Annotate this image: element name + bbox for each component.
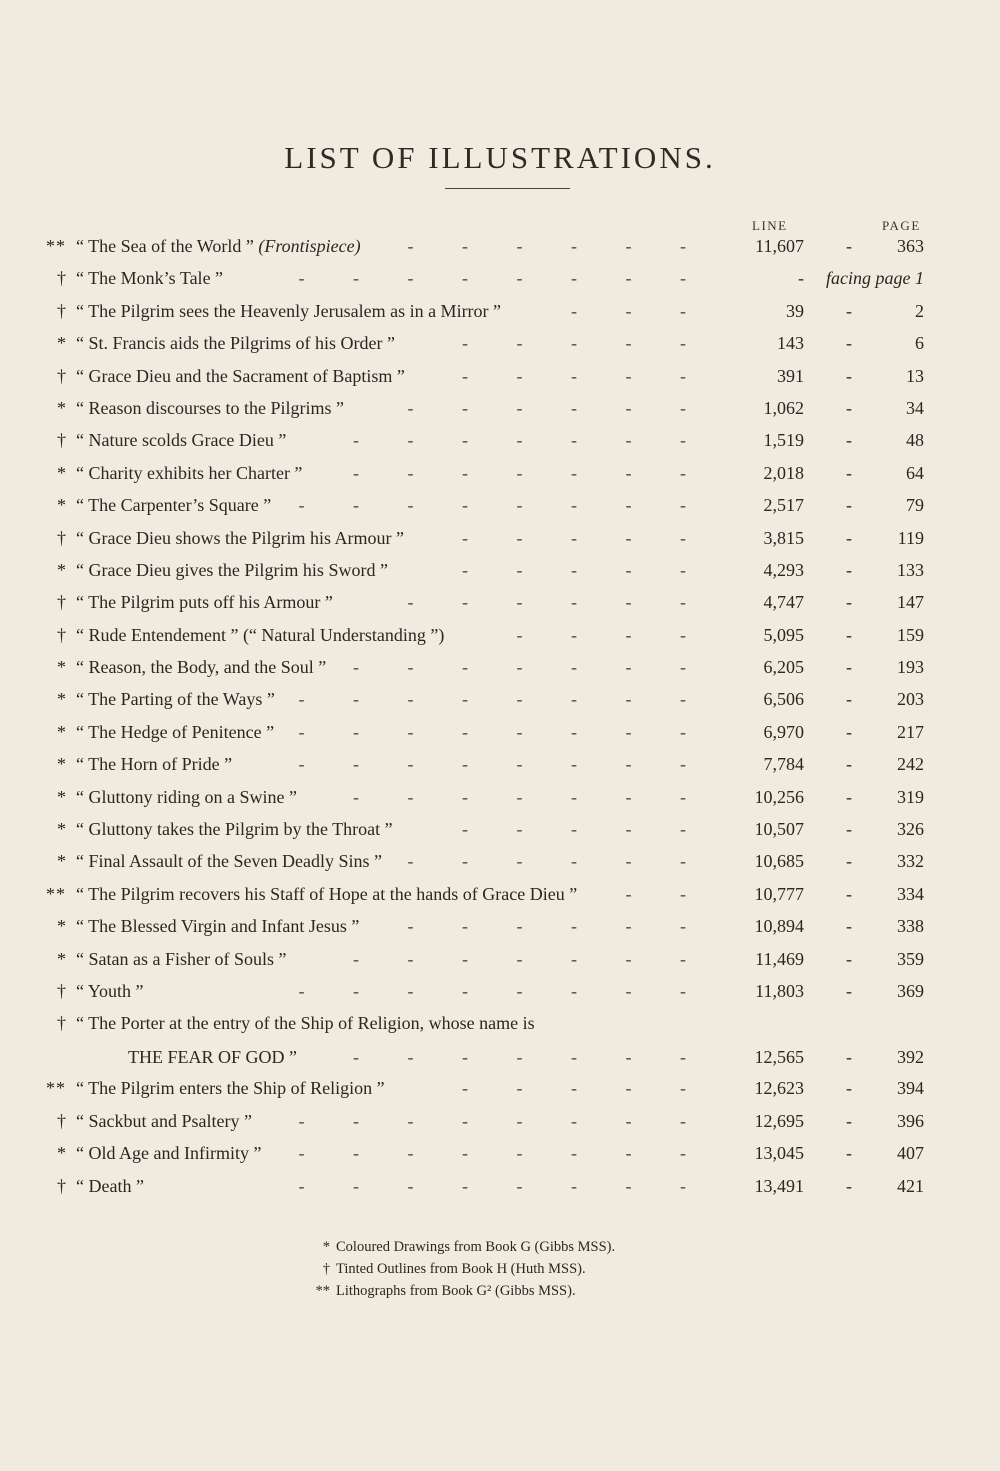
entry-title: “ Charity exhibits her Charter ”	[76, 462, 303, 483]
entry-page: 13	[906, 365, 924, 386]
entry-mark: †	[57, 1110, 66, 1131]
entry-mark: **	[46, 236, 66, 256]
list-item	[0, 1005, 1000, 1070]
entry-mark: *	[57, 721, 66, 742]
entry-line: 10,777	[754, 883, 804, 904]
list-item	[0, 358, 1000, 390]
list-item	[0, 1168, 1000, 1200]
entry-line: 6,205	[763, 657, 804, 678]
entry-title: “ Old Age and Infirmity ”	[76, 1143, 262, 1164]
leader-dashes: - - - - -	[462, 559, 708, 580]
list-item	[0, 455, 1000, 487]
entry-line: 1,519	[763, 430, 804, 451]
entry-mark: **	[46, 883, 66, 904]
entry-line: 4,747	[763, 592, 804, 613]
entry-line: 11,607	[755, 236, 804, 256]
list-item	[0, 422, 1000, 454]
entry-line: 10,685	[754, 851, 804, 872]
footnote-mark: **	[315, 1283, 330, 1299]
entry-separator: -	[846, 916, 852, 937]
entry-separator: -	[846, 721, 852, 742]
entry-mark: †	[57, 268, 66, 289]
entry-title-continued: THE FEAR OF GOD ”	[128, 1047, 297, 1068]
entry-line: 4,293	[763, 559, 804, 580]
entry-title: “ The Pilgrim sees the Heavenly Jerusalem as in a Mirror ”	[76, 300, 502, 321]
entry-line: 39	[786, 300, 804, 321]
entry-page: 48	[906, 430, 924, 451]
list-item	[0, 714, 1000, 746]
entry-page: 159	[897, 624, 924, 645]
leader-dashes: - - - - - -	[407, 236, 708, 256]
entry-page: 203	[897, 689, 924, 710]
entry-line: 13,045	[754, 1143, 804, 1164]
list-item	[0, 390, 1000, 422]
list-item	[0, 584, 1000, 616]
leader-dashes: - - - - - - - -	[298, 721, 708, 742]
entry-title: “ Sackbut and Psaltery ”	[76, 1110, 252, 1131]
leader-dashes: - - - - -	[462, 527, 708, 548]
entry-title: “ Reason, the Body, and the Soul ”	[76, 657, 327, 678]
entry-title: “ The Blessed Virgin and Infant Jesus ”	[76, 916, 360, 937]
entry-title: “ St. Francis aids the Pilgrims of his Order ”	[76, 333, 395, 354]
entry-title: “ The Horn of Pride ”	[76, 754, 233, 775]
entry-page: 79	[906, 495, 924, 516]
list-item	[0, 617, 1000, 649]
entry-mark: *	[57, 851, 66, 872]
entry-line: -	[798, 268, 804, 289]
entry-separator: -	[846, 980, 852, 1001]
list-item	[0, 260, 1000, 292]
entry-page: 242	[897, 754, 924, 775]
entry-page: 64	[906, 462, 924, 483]
entry-title: “ Grace Dieu gives the Pilgrim his Sword ”	[76, 559, 388, 580]
entry-page: 396	[897, 1110, 924, 1131]
entry-mark: *	[57, 689, 66, 710]
footnote	[0, 1236, 1000, 1258]
list-item	[0, 552, 1000, 584]
entry-title: “ Death ”	[76, 1175, 144, 1196]
list-item	[0, 325, 1000, 357]
leader-dashes: - - - - - -	[407, 397, 708, 418]
list-item	[0, 293, 1000, 325]
entry-separator: -	[846, 495, 852, 516]
entry-separator: -	[846, 527, 852, 548]
leader-dashes: - - - - - -	[407, 592, 708, 613]
leader-dashes: - - - - - -	[407, 916, 708, 937]
entry-separator: -	[846, 624, 852, 645]
leader-dashes: - - - - -	[462, 819, 708, 840]
entry-title: “ The Hedge of Penitence ”	[76, 721, 275, 742]
entry-mark: *	[57, 397, 66, 418]
entry-separator: -	[846, 430, 852, 451]
entry-mark: †	[57, 365, 66, 386]
footnote-text: Lithographs from Book G² (Gibbs MSS).	[336, 1283, 576, 1299]
entry-separator: -	[846, 689, 852, 710]
leader-dashes: - -	[625, 883, 708, 904]
entry-separator: -	[846, 754, 852, 775]
entry-line: 6,506	[763, 689, 804, 710]
leader-dashes: - - - - - - -	[353, 1047, 708, 1068]
entry-separator: -	[846, 1078, 852, 1099]
entry-title-note: (Frontispiece)	[258, 236, 361, 256]
list-item	[0, 746, 1000, 778]
entry-page: 34	[906, 397, 924, 418]
page-title: LIST OF ILLUSTRATIONS.	[284, 140, 716, 175]
entry-mark: *	[57, 754, 66, 775]
list-item	[0, 1103, 1000, 1135]
entry-mark: †	[57, 624, 66, 645]
entry-page: 217	[897, 721, 924, 742]
footnote	[0, 1258, 1000, 1280]
entry-mark: †	[57, 980, 66, 1001]
entry-title: “ Final Assault of the Seven Deadly Sins ”	[76, 851, 382, 872]
entry-page: 133	[897, 559, 924, 580]
list-item	[0, 941, 1000, 973]
illustrations-list	[0, 228, 1000, 1200]
entry-title: “ The Pilgrim enters the Ship of Religion ”	[76, 1078, 385, 1099]
entry-mark: †	[57, 1175, 66, 1196]
entry-separator: -	[846, 657, 852, 678]
entry-mark: *	[57, 948, 66, 969]
list-item	[0, 649, 1000, 681]
leader-dashes: - - - - - - - -	[298, 1143, 708, 1164]
entry-page: 363	[897, 236, 924, 256]
leader-dashes: - - - - -	[462, 365, 708, 386]
entry-separator: -	[846, 1110, 852, 1131]
leader-dashes: - - - -	[516, 624, 708, 645]
entry-separator: -	[846, 236, 852, 256]
entry-mark: †	[57, 300, 66, 321]
entry-separator: -	[846, 397, 852, 418]
entry-line: 5,095	[763, 624, 804, 645]
entry-separator: -	[846, 592, 852, 613]
footnote-text: Coloured Drawings from Book G (Gibbs MSS).	[336, 1239, 616, 1255]
entry-title: “ Grace Dieu and the Sacrament of Baptism ”	[76, 365, 405, 386]
entry-page: 359	[897, 948, 924, 969]
list-item	[0, 487, 1000, 519]
entry-title: “ Reason discourses to the Pilgrims ”	[76, 397, 344, 418]
list-item	[0, 1135, 1000, 1167]
entry-mark: *	[57, 819, 66, 840]
entry-title: “ Gluttony takes the Pilgrim by the Throat ”	[76, 819, 393, 840]
entry-page: 319	[897, 786, 924, 807]
list-item	[0, 520, 1000, 552]
entry-line: 2,517	[763, 495, 804, 516]
list-item	[0, 681, 1000, 713]
entry-separator: -	[846, 365, 852, 386]
entry-page: 147	[897, 592, 924, 613]
footnote-mark: *	[322, 1239, 330, 1255]
leader-dashes: - - - - -	[462, 1078, 708, 1099]
entry-title: “ The Porter at the entry of the Ship of Religion, whose name is	[76, 1013, 535, 1034]
list-item	[0, 228, 1000, 260]
entry-mark: *	[57, 786, 66, 807]
entry-mark: *	[57, 657, 66, 678]
entry-page: 334	[897, 883, 924, 904]
entry-page: 394	[897, 1078, 924, 1099]
entry-line: 391	[777, 365, 804, 386]
entry-separator: -	[846, 851, 852, 872]
entry-page: 332	[897, 851, 924, 872]
entry-line: 12,695	[754, 1110, 804, 1131]
list-item	[0, 779, 1000, 811]
entry-separator: -	[846, 1047, 852, 1068]
entry-line: 11,469	[755, 948, 804, 969]
line-column-header: LINE	[752, 218, 788, 233]
leader-dashes: - - - - - - -	[353, 786, 708, 807]
entry-line: 10,507	[754, 819, 804, 840]
footnote-mark: †	[322, 1261, 330, 1277]
entry-page: 193	[897, 657, 924, 678]
entry-mark: *	[57, 333, 66, 354]
entry-title: “ The Parting of the Ways ”	[76, 689, 275, 710]
entry-title: “ Nature scolds Grace Dieu ”	[76, 430, 287, 451]
entry-mark: **	[46, 1078, 66, 1099]
leader-dashes: - - - - - -	[407, 851, 708, 872]
leader-dashes: - - - - - - - -	[298, 689, 708, 710]
entry-separator: -	[846, 1143, 852, 1164]
entry-line: 11,803	[755, 980, 804, 1001]
entry-line: 6,970	[763, 721, 804, 742]
entry-title: “ Youth ”	[76, 980, 144, 1001]
list-item	[0, 908, 1000, 940]
entry-line: 3,815	[763, 527, 804, 548]
entry-page: 369	[897, 980, 924, 1001]
entry-title: “ The Carpenter’s Square ”	[76, 495, 272, 516]
leader-dashes: - - -	[571, 300, 708, 321]
leader-dashes: - - - - - - - -	[298, 268, 708, 289]
leader-dashes: - - - - - - - -	[298, 1110, 708, 1131]
entry-title: “ Satan as a Fisher of Souls ”	[76, 948, 287, 969]
entry-separator: -	[846, 300, 852, 321]
entry-title: “ Gluttony riding on a Swine ”	[76, 786, 297, 807]
footnote	[0, 1280, 1000, 1302]
leader-dashes: - - - - - - -	[353, 430, 708, 451]
entry-line: 10,894	[754, 916, 804, 937]
list-item	[0, 876, 1000, 908]
leader-dashes: - - - - - - -	[353, 462, 708, 483]
list-item	[0, 1070, 1000, 1102]
title-rule	[445, 188, 570, 189]
entry-page: 421	[897, 1175, 924, 1196]
list-item	[0, 811, 1000, 843]
entry-page: 407	[897, 1143, 924, 1164]
leader-dashes: - - - - - - -	[353, 948, 708, 969]
entry-facing-page: facing page 1	[826, 268, 924, 289]
footnote-text: Tinted Outlines from Book H (Huth MSS).	[336, 1261, 586, 1277]
entry-separator: -	[846, 462, 852, 483]
leader-dashes: - - - - -	[462, 333, 708, 354]
entry-separator: -	[846, 819, 852, 840]
entry-line: 12,623	[754, 1078, 804, 1099]
entry-line: 2,018	[763, 462, 804, 483]
entry-page: 119	[897, 527, 924, 548]
entry-page: 326	[897, 819, 924, 840]
entry-title: “ Grace Dieu shows the Pilgrim his Armour ”	[76, 527, 404, 548]
leader-dashes: - - - - - - - -	[298, 980, 708, 1001]
entry-title: “ The Monk’s Tale ”	[76, 268, 224, 289]
entry-page: 6	[915, 333, 924, 354]
entry-mark: †	[57, 430, 66, 451]
entry-mark: *	[57, 462, 66, 483]
entry-title: “ The Pilgrim recovers his Staff of Hope at the hands of Grace Dieu ”	[76, 883, 578, 904]
leader-dashes: - - - - - - - -	[298, 1175, 708, 1196]
entry-line: 12,565	[754, 1047, 804, 1068]
entry-mark: *	[57, 916, 66, 937]
entry-separator: -	[846, 333, 852, 354]
entry-page: 2	[915, 300, 924, 321]
entry-line: 13,491	[754, 1175, 804, 1196]
entry-mark: *	[57, 495, 66, 516]
entry-mark: †	[57, 527, 66, 548]
entry-line: 7,784	[763, 754, 804, 775]
entry-mark: †	[57, 1013, 66, 1034]
entry-title: “ The Sea of the World ” (Frontispiece)	[76, 236, 361, 256]
entry-separator: -	[846, 786, 852, 807]
entry-title: “ Rude Entendement ” (“ Natural Understanding ”)	[76, 624, 445, 645]
entry-separator: -	[846, 883, 852, 904]
entry-separator: -	[846, 559, 852, 580]
entry-mark: *	[57, 559, 66, 580]
leader-dashes: - - - - - - - -	[298, 495, 708, 516]
leader-dashes: - - - - - - -	[353, 657, 708, 678]
footnotes	[0, 1236, 1000, 1302]
entry-line: 1,062	[763, 397, 804, 418]
entry-title: “ The Pilgrim puts off his Armour ”	[76, 592, 333, 613]
entry-line: 143	[777, 333, 804, 354]
page-column-header: PAGE	[882, 218, 921, 233]
entry-mark: *	[57, 1143, 66, 1164]
entry-mark: †	[57, 592, 66, 613]
leader-dashes: - - - - - - - -	[298, 754, 708, 775]
entry-page: 392	[897, 1047, 924, 1068]
entry-separator: -	[846, 948, 852, 969]
entry-page: 338	[897, 916, 924, 937]
list-item	[0, 973, 1000, 1005]
entry-separator: -	[846, 1175, 852, 1196]
list-item	[0, 843, 1000, 875]
entry-line: 10,256	[754, 786, 804, 807]
